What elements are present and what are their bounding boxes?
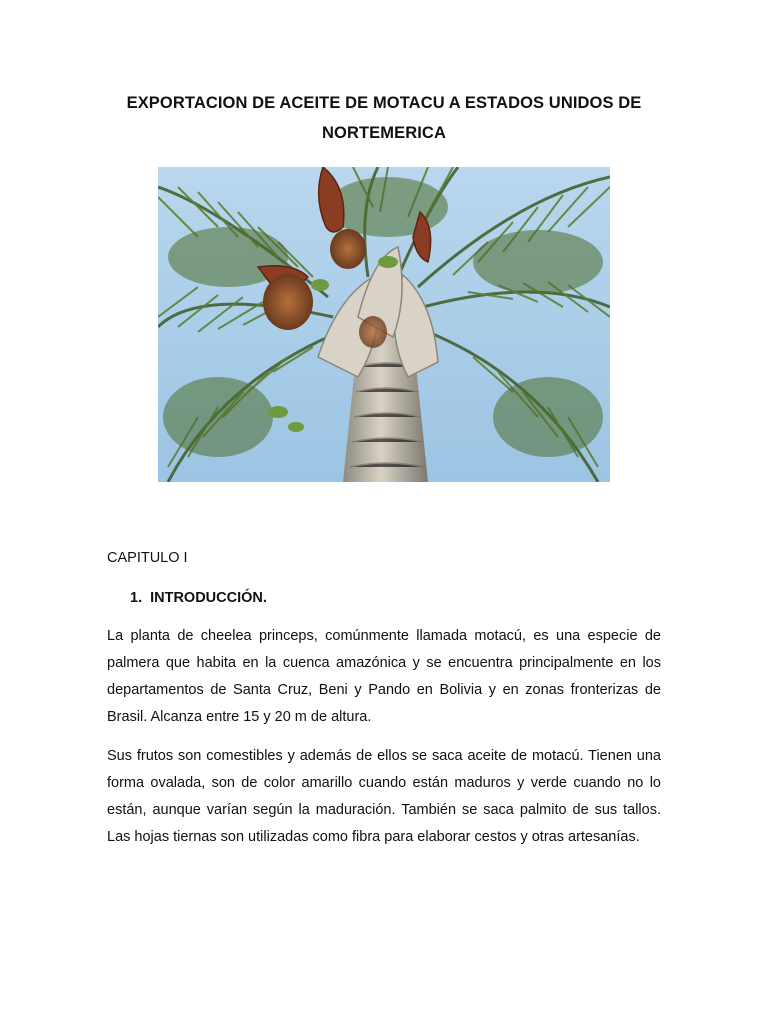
motacu-palm-photo xyxy=(158,167,610,482)
title-line-2: NORTEMERICA xyxy=(322,124,446,142)
chapter-label: CAPITULO I xyxy=(107,550,188,566)
section-heading xyxy=(130,588,267,608)
paragraph-intro: La planta de cheelea princeps, comúnmente llamada motacú, es una especie de palmera que habita en la cuenca amazónica y se encuentra principalmente en los departamentos de Santa Cruz, Beni y Pando en Bolivia y en zonas fronterizas de Brasil. Alcanza entre 15 y 20 m de altura. xyxy=(107,628,661,725)
section-title: INTRODUCCIÓN. xyxy=(150,590,267,606)
paragraph-fruits: Sus frutos son comestibles y además de ellos se saca aceite de motacú. Tienen una forma ovalada, son de color amarillo cuando están maduros y verde cuando no lo están, aunque varían según la maduración. También se saca palmito de sus tallos. Las hojas tiernas son utilizadas como fibra para elaborar cestos y otras artesanías. xyxy=(107,748,661,845)
section-number: 1. xyxy=(130,590,143,606)
document-title xyxy=(100,88,668,148)
title-line-1: EXPORTACION DE ACEITE DE MOTACU A ESTADOS UNIDOS DE xyxy=(126,94,642,112)
